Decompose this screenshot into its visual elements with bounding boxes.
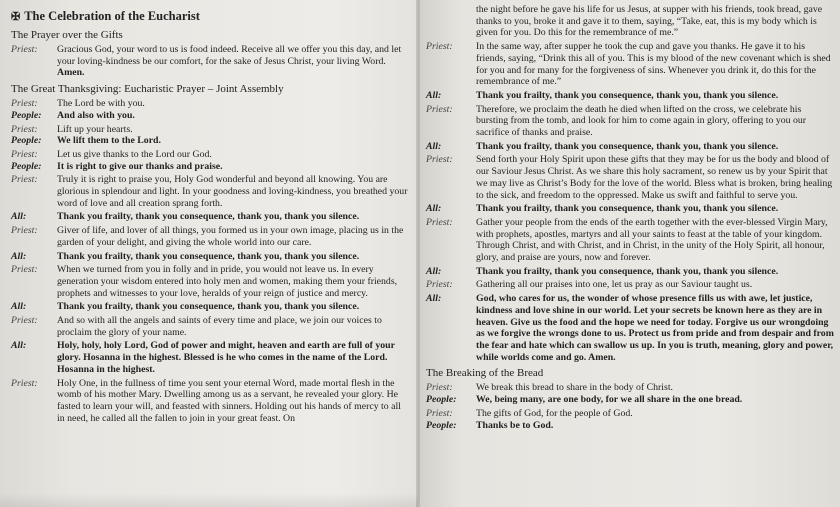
dialogue-row <box>11 251 410 263</box>
speaker-label: Priest: <box>11 377 38 389</box>
response-text: Let us give thanks to the Lord our God. <box>57 148 212 160</box>
response-text: Giver of life, and lover of all things, you formed us in your own image, placing us in the garden of your delight, and giving the whole world into our care. <box>57 225 404 248</box>
dialogue-row <box>11 264 410 299</box>
prayer-amen: Amen. <box>57 67 85 79</box>
dialogue-row <box>11 301 410 313</box>
response-text: Therefore, we proclaim the death he died when lifted on the cross, we celebrate his bursting from the tomb, and look for him to come again in glory, offering to you our sacrifice of thanks and praise. <box>476 103 807 139</box>
dialogue-row <box>426 279 834 291</box>
speaker-label: Priest: <box>11 264 38 276</box>
speaker-label: People: <box>11 109 42 121</box>
title-text: The Celebration of the Eucharist <box>24 9 200 23</box>
speaker-label: Priest: <box>11 225 38 237</box>
right-dialogue <box>426 41 834 363</box>
dialogue-row <box>426 154 834 201</box>
cross-icon: ✠ <box>11 11 21 23</box>
response-text: Gather your people from the ends of the earth together with the ever-blessed Virgin Mary, with prophets, apostles, martyrs and all your saints to feast at the table of your kingdom. Through Christ, and with Christ, and in Christ, in the unity of the Holy Spirit, all honour, glory, and praise are yours, now and forever. <box>476 216 828 264</box>
speaker-label: All: <box>11 250 27 262</box>
response-text: Thank you frailty, thank you consequence, thank you, thank you silence. <box>476 265 779 277</box>
dialogue-row <box>11 149 410 161</box>
dialogue-row <box>11 340 410 375</box>
dialogue-row <box>11 211 410 223</box>
speaker-label: All: <box>426 140 442 152</box>
speaker-label: All: <box>426 89 442 101</box>
response-text: Thank you frailty, thank you consequence, thank you, thank you silence. <box>476 203 779 215</box>
dialogue-row <box>11 174 410 209</box>
speaker-label: People: <box>426 394 457 406</box>
response-text: We lift them to the Lord. <box>57 135 161 147</box>
speaker-label: Priest: <box>11 315 38 327</box>
speaker-label: Priest: <box>426 382 453 394</box>
dialogue-row <box>426 266 834 278</box>
response-text: Thank you frailty, thank you consequence, thank you, thank you silence. <box>476 140 779 152</box>
response-text: God, who cares for us, the wonder of whose presence fills us with awe, let justice, kindness and love shine in our world. Let your secrets be known here as they are in heaven. Give us the food and the hope we need for today. Forgive us our wrongdoing as we forgive the wrongs done to us. Protect us from pride and from despair and from the fear and hate which can swallow us up. In you is truth, meaning, glory and power, while worlds come and go. Amen. <box>476 293 834 363</box>
dialogue-row <box>11 98 410 110</box>
speaker-label: People: <box>11 160 42 172</box>
dialogue-row <box>426 203 834 215</box>
right-page <box>420 0 840 507</box>
page-shadow <box>0 493 418 507</box>
response-text: Holy One, in the fullness of time you sent your eternal Word, made mortal flesh in the womb of his mother Mary. Dwelling among us as a servant, he revealed your glory. He fasted to learn your will, and feasted with sinners. Holding out his hands of mercy to all in need, he called all the fallen to join in your great feast. On <box>57 377 401 424</box>
dialogue-row <box>426 394 834 406</box>
response-text: Thanks be to God. <box>476 419 554 431</box>
left-page <box>0 0 418 507</box>
speaker-label: All: <box>426 293 442 305</box>
dialogue-row <box>11 378 410 425</box>
speaker-label: Priest: <box>11 148 38 160</box>
speaker-label: Priest: <box>11 44 38 55</box>
response-text: The gifts of God, for the people of God. <box>476 407 633 419</box>
speaker-label: Priest: <box>426 279 453 291</box>
breaking-heading: The Breaking of the Bread <box>426 367 544 380</box>
speaker-label: Priest: <box>426 103 453 115</box>
response-text: Gathering all our praises into one, let us pray as our Saviour taught us. <box>476 279 753 291</box>
prayer-row <box>11 44 410 79</box>
response-text: And also with you. <box>57 109 135 121</box>
speaker-label: All: <box>426 265 442 277</box>
speaker-label: All: <box>11 301 27 313</box>
dialogue-row <box>426 420 834 432</box>
page-title <box>11 8 410 25</box>
response-text: Thank you frailty, thank you consequence, thank you, thank you silence. <box>57 301 360 313</box>
speaker-label: All: <box>11 340 27 352</box>
speaker-label: Priest: <box>11 123 38 135</box>
response-text: In the same way, after supper he took the cup and gave you thanks. He gave it to his friends, saying, “Drink this all of you. This is my blood of the new covenant which is shed for you and for many for the forgiveness of sins. Whenever you drink it, do this for the remembrance of me.” <box>476 41 831 88</box>
speaker-label: Priest: <box>426 407 453 419</box>
dialogue-row <box>426 141 834 153</box>
prayer-body: Gracious God, your word to us is food indeed. Receive all we offer you this day, and let your loving-kindness be our comfort, for the sake of Jesus Christ, your living Word. <box>57 44 402 67</box>
dialogue-row <box>11 124 410 136</box>
dialogue-row <box>11 225 410 248</box>
breaking-dialogue <box>426 382 834 431</box>
speaker-label: Priest: <box>426 41 453 53</box>
speaker-label: All: <box>426 203 442 215</box>
dialogue-row <box>426 217 834 264</box>
speaker-label: Priest: <box>11 98 38 110</box>
dialogue-row <box>426 41 834 88</box>
dialogue-row <box>426 90 834 102</box>
response-text: It is right to give our thanks and praise. <box>57 160 223 172</box>
dialogue-row <box>11 161 410 173</box>
dialogue-row <box>426 104 834 139</box>
dialogue-row <box>426 382 834 394</box>
speaker-label: Priest: <box>11 174 38 186</box>
dialogue-row <box>11 110 410 122</box>
continuation-text: the night before he gave his life for us Jesus, at supper with his friends, took bread, gave thanks to you, broke it and gave it to them, saying, “Take, eat, this is my body which is given for you. Do this for the remembrance of me.” <box>476 4 823 39</box>
response-text: Holy, holy, holy Lord, God of power and might, heaven and earth are full of your glory. Hosanna in the highest. Blessed is he who comes in the name of the Lord. Hosanna in the highest. <box>57 340 395 375</box>
response-text: We, being many, are one body, for we all share in the one bread. <box>476 394 743 406</box>
dialogue-row <box>426 408 834 420</box>
speaker-label: All: <box>11 211 27 223</box>
speaker-label: People: <box>426 419 457 431</box>
response-text: The Lord be with you. <box>57 98 145 110</box>
dialogue-row <box>11 135 410 147</box>
dialogue-row <box>426 293 834 363</box>
speaker-label: Priest: <box>426 154 453 166</box>
response-text: Lift up your hearts. <box>57 123 133 135</box>
response-text: Thank you frailty, thank you consequence, thank you, thank you silence. <box>476 89 779 101</box>
response-text: Truly it is right to praise you, Holy God wonderful and beyond all knowing. You are glorious in splendour and light. In your goodness and loving-kindness, you breathed your word of love and all creation sprang forth. <box>57 174 408 209</box>
response-text: Thank you frailty, thank you consequence, thank you, thank you silence. <box>57 211 360 223</box>
dialogue-row <box>11 315 410 338</box>
response-text: And so with all the angels and saints of every time and place, we join our voices to proclaim the glory of your name. <box>57 315 382 338</box>
prayer-heading: The Prayer over the Gifts <box>11 29 123 41</box>
speaker-label: People: <box>11 135 42 147</box>
left-dialogue <box>11 98 410 424</box>
response-text: Thank you frailty, thank you consequence, thank you, thank you silence. <box>57 250 360 262</box>
speaker-label: Priest: <box>426 216 453 228</box>
response-text: We break this bread to share in the body of Christ. <box>476 382 674 394</box>
thanksgiving-heading: The Great Thanksgiving: Eucharistic Prayer – Joint Assembly <box>11 83 284 96</box>
response-text: Send forth your Holy Spirit upon these gifts that they may be for us the body and blood of our Saviour Jesus Christ. As we share this holy sacrament, so renew us by your Spirit that we may live as Christ’s Body for the love of the world. Bless what is broken, bring healing to the sick, and freedom to the oppressed. Make us swift and faithful to serve you. <box>476 154 833 201</box>
response-text: When we turned from you in folly and in pride, you would not leave us. In every generation your wisdom entered into holy men and women, making them your friends, prophets and witnesses to your love, heralds of your reign of justice and mercy. <box>57 264 398 299</box>
prayer-text <box>57 44 410 79</box>
